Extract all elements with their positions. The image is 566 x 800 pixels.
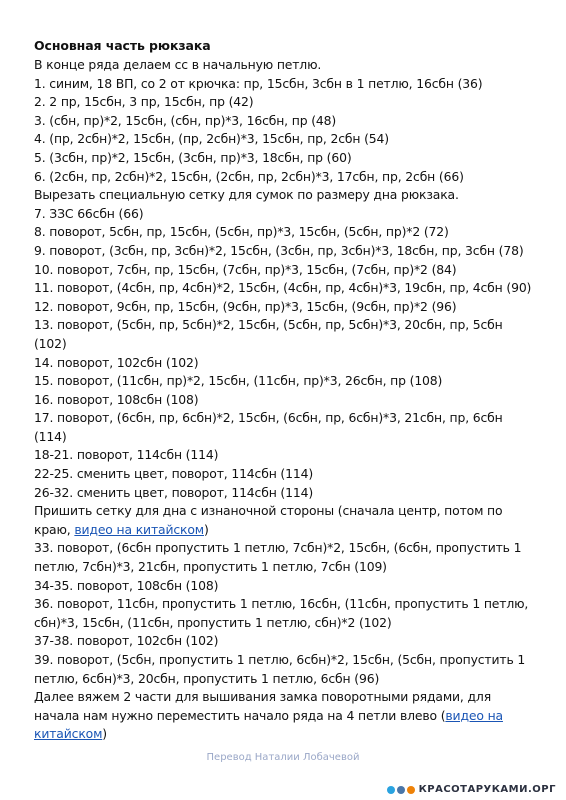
translator-credit: Перевод Наталии Лобачевой [206, 752, 360, 763]
instruction-line [34, 372, 544, 391]
line-text: (114) [34, 428, 67, 444]
instruction-line [34, 614, 544, 633]
instruction-line [34, 335, 544, 354]
instruction-list [34, 56, 544, 744]
instruction-line [34, 354, 544, 373]
instruction-line [34, 56, 544, 75]
line-text: 13. поворот, (5сбн, пр, 5сбн)*2, 15сбн, (5сбн, пр, 5сбн)*3, 20сбн, пр, 5сбн [34, 317, 503, 333]
instruction-line [34, 75, 544, 94]
instruction-line [34, 316, 544, 335]
line-text: 34-35. поворот, 108сбн (108) [34, 577, 219, 593]
instruction-line [34, 409, 544, 428]
ok-icon [407, 786, 415, 794]
video-link[interactable]: видео на [445, 707, 503, 723]
instruction-line [34, 223, 544, 242]
line-text: 1. синим, 18 ВП, со 2 от крючка: пр, 15сбн, 3сбн в 1 петлю, 16сбн (36) [34, 75, 483, 91]
line-text: 8. поворот, 5сбн, пр, 15сбн, (5сбн, пр)*3, 15сбн, (5сбн, пр)*2 (72) [34, 224, 449, 240]
instruction-line [34, 595, 544, 614]
video-link[interactable]: китайском [34, 726, 103, 742]
line-text: 12. поворот, 9сбн, пр, 15сбн, (9сбн, пр)*3, 15сбн, (9сбн, пр)*2 (96) [34, 298, 457, 314]
instruction-line [34, 242, 544, 261]
line-text: 6. (2сбн, пр, 2сбн)*2, 15сбн, (2сбн, пр, 2сбн)*3, 17сбн, пр, 2сбн (66) [34, 168, 464, 184]
line-text: 33. поворот, (6сбн пропустить 1 петлю, 7сбн)*2, 15сбн, (6сбн, пропустить 1 [34, 540, 522, 556]
line-text: 22-25. сменить цвет, поворот, 114сбн (114) [34, 466, 313, 482]
instruction-line [34, 261, 544, 280]
line-text: петлю, 7сбн)*3, 21сбн, пропустить 1 петлю, 7сбн (109) [34, 559, 387, 575]
line-text: Пришить сетку для дна с изнаночной стороны (сначала центр, потом по [34, 503, 503, 519]
instruction-line [34, 725, 544, 744]
line-text: 16. поворот, 108сбн (108) [34, 391, 199, 407]
line-text: сбн)*3, 15сбн, (11сбн, пропустить 1 петлю, сбн)*2 (102) [34, 614, 392, 630]
line-text: 39. поворот, (5сбн, пропустить 1 петлю, 6сбн)*2, 15сбн, (5сбн, пропустить 1 [34, 652, 526, 667]
line-text: 37-38. поворот, 102сбн (102) [34, 633, 219, 649]
instruction-line [34, 205, 544, 224]
line-text: 4. (пр, 2сбн)*2, 15сбн, (пр, 2сбн)*3, 15сбн, пр, 2сбн (54) [34, 131, 389, 147]
line-text: 15. поворот, (11сбн, пр)*2, 15сбн, (11сбн, пр)*3, 26сбн, пр (108) [34, 373, 443, 389]
instruction-line [34, 670, 544, 689]
line-text: (102) [34, 335, 67, 351]
instruction-line [34, 577, 544, 596]
line-text: краю, [34, 521, 75, 537]
line-text: В конце ряда делаем сс в начальную петлю. [34, 57, 322, 72]
watermark-text: КРАСОТАРУКАМИ.ОРГ [418, 784, 556, 795]
instruction-line [34, 428, 544, 447]
line-text: ) [102, 726, 107, 742]
instruction-line [34, 149, 544, 168]
instruction-line [34, 521, 544, 540]
line-text: Далее вяжем 2 части для вышивания замка поворотными рядами, для [34, 689, 492, 705]
line-text: 10. поворот, 7сбн, пр, 15сбн, (7сбн, пр)*3, 15сбн, (7сбн, пр)*2 (84) [34, 261, 457, 277]
instruction-line [34, 186, 544, 205]
line-text: 14. поворот, 102сбн (102) [34, 354, 199, 370]
line-text: 26-32. сменить цвет, поворот, 114сбн (114) [34, 484, 313, 500]
instruction-line [34, 112, 544, 131]
line-text: 5. (3сбн, пр)*2, 15сбн, (3сбн, пр)*3, 18сбн, пр (60) [34, 149, 352, 165]
line-text: 18-21. поворот, 114сбн (114) [34, 447, 219, 463]
instruction-line [34, 558, 544, 577]
instruction-line [34, 279, 544, 298]
line-text: 17. поворот, (6сбн, пр, 6сбн)*2, 15сбн, (6сбн, пр, 6сбн)*3, 21сбн, пр, 6сбн [34, 410, 503, 426]
line-text: 2. 2 пр, 15сбн, 3 пр, 15сбн, пр (42) [34, 94, 254, 110]
line-text: петлю, 6сбн)*3, 20сбн, пропустить 1 петлю, 6сбн (96) [34, 670, 380, 686]
telegram-icon [387, 786, 395, 794]
line-text: Вырезать специальную сетку для сумок по размеру дна рюкзака. [34, 187, 459, 203]
line-text: 3. (сбн, пр)*2, 15сбн, (сбн, пр)*3, 16сбн, пр (48) [34, 112, 337, 128]
instruction-line [34, 502, 544, 521]
instruction-line [34, 298, 544, 317]
line-text: 7. ЗЗС 66сбн (66) [34, 205, 144, 221]
instruction-line [34, 168, 544, 187]
instruction-line [34, 632, 544, 651]
instruction-line [34, 93, 544, 112]
line-text: ) [203, 521, 209, 537]
instruction-line [34, 707, 544, 726]
instruction-line [34, 651, 544, 670]
line-text: начала нам нужно переместить начало ряда на 4 петли влево ( [34, 707, 446, 723]
page-title: Основная часть рюкзака [34, 38, 211, 53]
instruction-line [34, 391, 544, 410]
instruction-line [34, 446, 544, 465]
site-watermark [387, 784, 556, 795]
instruction-line [34, 688, 544, 707]
instruction-line [34, 539, 544, 558]
vk-icon [397, 786, 405, 794]
line-text: 36. поворот, 11сбн, пропустить 1 петлю, 16сбн, (11сбн, пропустить 1 петлю, [34, 596, 529, 612]
instruction-line [34, 484, 544, 503]
video-link[interactable]: видео на китайском [74, 521, 204, 537]
instruction-line [34, 130, 544, 149]
document-body [34, 37, 544, 744]
line-text: 11. поворот, (4сбн, пр, 4сбн)*2, 15сбн, (4сбн, пр, 4сбн)*3, 19сбн, пр, 4сбн (90) [34, 280, 532, 296]
line-text: 9. поворот, (3сбн, пр, 3сбн)*2, 15сбн, (3сбн, пр, 3сбн)*3, 18сбн, пр, 3сбн (78) [34, 242, 524, 258]
instruction-line [34, 465, 544, 484]
